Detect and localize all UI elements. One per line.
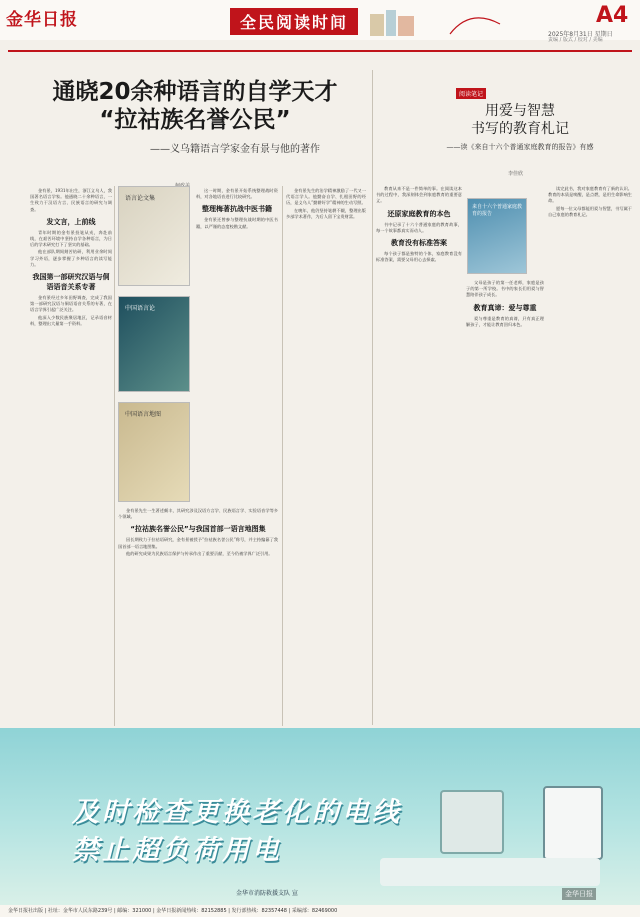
column-divider bbox=[114, 186, 115, 726]
ad-headline-line-2: 禁止超负荷用电 bbox=[72, 835, 282, 866]
right-subhead-1: 还原家庭教育的本色 bbox=[387, 209, 451, 218]
subhead-3: 整理梅著抗战中医书籍 bbox=[202, 205, 272, 214]
subhead-1: 发文言，上前线 bbox=[46, 217, 96, 226]
reading-notes-tag: 阅读笔记 bbox=[456, 88, 486, 99]
subhead-4: “拉祜族名誉公民”与我国首部一语言地图集 bbox=[130, 525, 266, 534]
left-column-2: 金有景先生一生著述颇丰，其研究涉及汉语方言学、民族语言学、实验语音学等多个领域。 “拉祜族名誉公民”与我国首部一语言地图集 因长期致力于拉祜语研究，金有景被授予“拉祜族名誉公民”称号，并主持编纂了我国首部一语言地图集。 他的研究成果为民族语言保护与传承作出了重要贡献，至今仍被学界广泛引用。 bbox=[118, 508, 278, 556]
subhead-2: 我国第一部研究汉语与侗语语音关系专著 bbox=[32, 273, 110, 292]
logo-text: 金华日报 bbox=[6, 9, 78, 30]
left-column-3: 这一时期，金有景开始系统整理战时资料，对各地语音进行比较研究。 整理梅著抗战中医书籍 金有景还曾参与整理抗战时期的中医书籍，以严谨的态度校勘文献。 bbox=[196, 188, 278, 229]
plug-socket-icon bbox=[380, 858, 600, 886]
ad-headline-line-1: 及时检查更换老化的电线 bbox=[72, 797, 402, 828]
page-footer: 金华日报社出版 | 社址：金华市人民东路239号 | 邮编：321000 | 金华日报新闻热线：82152885 | 发行部热线：82357448 | 采编部：82469000 bbox=[0, 905, 640, 917]
left-article-headline: 通晓20余种语言的自学天才 “拉祜族名誉公民” bbox=[52, 79, 338, 133]
power-strip-icon bbox=[440, 790, 504, 854]
left-article-subtitle: ——义乌籍语言学家金有景与他的著作 bbox=[150, 144, 320, 155]
top-rule bbox=[8, 50, 632, 52]
left-column-4: 金有景先生的治学精神激励了一代又一代语言学人。他勤奋自学、扎根田野的经历，是义乌人“勤耕好学”精神的生动写照。 在晚年，他仍坚持笔耕不辍，整理出版多部学术著作，为后人留下宝贵财富。 bbox=[286, 188, 366, 219]
right-subhead-3: 教育没有标准答案 bbox=[391, 239, 447, 248]
newspaper-logo bbox=[6, 4, 92, 30]
right-article-subtitle: ——读《来自十六个普通家庭教育的报告》有感 bbox=[446, 143, 594, 151]
issue-date: 2025年8月31日 星期日 bbox=[548, 31, 613, 38]
book-cover-image-2: 中国语言论 bbox=[118, 296, 190, 392]
books-decoration-icon bbox=[360, 4, 510, 38]
page-number: A4 bbox=[596, 3, 629, 28]
right-article-headline: 用爱与智慧 书写的教育札记 bbox=[471, 103, 569, 137]
watermark-logo: 金华日报 bbox=[562, 888, 596, 900]
electric-meter-icon bbox=[543, 786, 603, 860]
right-subhead-2: 教育真谛：爱与尊重 bbox=[473, 303, 537, 312]
editor-credits: 责编 / 版式 / 校对 / 美编 bbox=[548, 37, 603, 43]
right-column-3: 读完此书，我对家庭教育有了新的认识。教育的本质是唤醒，是点燃，是用生命影响生命。 愿每一位父母都能用爱与智慧，书写属于自己家庭的教育札记。 bbox=[548, 186, 632, 217]
ad-credit: 金华市消防救援支队 宣 bbox=[236, 890, 298, 897]
book-cover-image-3: 中国语言地图 bbox=[118, 402, 190, 502]
right-article-byline: 李佳欣 bbox=[508, 171, 524, 177]
section-title: 全民阅读时间 bbox=[230, 8, 358, 35]
article-divider bbox=[372, 70, 373, 725]
report-book-cover-image: 来自十六个普通家庭教育的报告 bbox=[467, 198, 527, 274]
right-column-2: 父母是孩子的第一任老师，家庭是孩子的第一所学校。书中的家长们用爱与智慧陪伴孩子成长。 教育真谛：爱与尊重 爱与尊重是教育的真谛，只有真正理解孩子，才能让教育回归本色。 bbox=[466, 280, 544, 327]
column-divider bbox=[282, 186, 283, 726]
left-column-1: 金有景，1931年出生，浙江义乌人，我国著名语言学家。他通晓二十余种语言，一生致力于汉语方言、民族语言的研究与调查。 发文言，上前线 青年时期的金有景投笔从戎，奔赴前线，在艰苦环境中坚持自学各种语言，为日后的学术研究打下了坚实的基础。 他在部队期间刻苦钻研，利用业余时间学习外语，逐步掌握了多种语言的读写能力。 我国第一部研究汉语与侗语语音关系专著 金有景经过多年田野调查，完成了我国第一部研究汉语与侗语语音关系的专著，在语言学界引起广泛关注。 他深入少数民族聚居地区，记录语音材料，整理出大量第一手资料。 bbox=[30, 188, 112, 326]
book-cover-image-1: 语言论文集 bbox=[118, 186, 190, 286]
right-column-1: 教育从来不是一件简单的事。在阅读这本书的过程中，我深刻体会到家庭教育的重要意义。 还原家庭教育的本色 书中记录了十六个普通家庭的教育故事，每一个故事都真实而动人。 教育没有标准答案 每个孩子都是独特的个体，家庭教育没有标准答案，需要父母用心去探索。 bbox=[376, 186, 462, 263]
